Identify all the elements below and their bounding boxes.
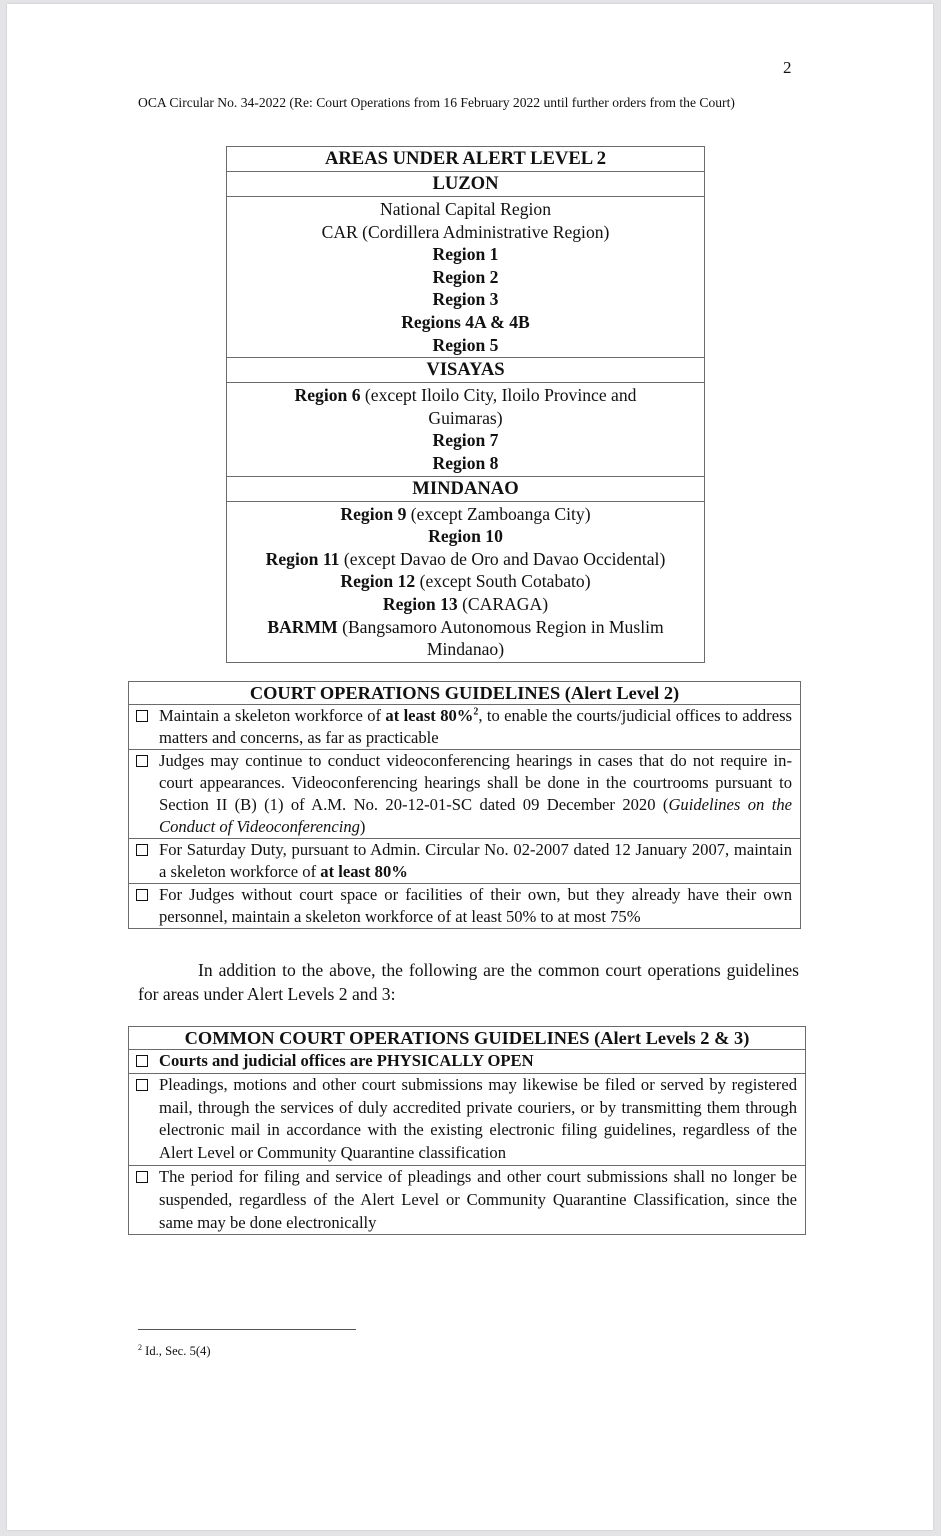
mindanao-heading: MINDANAO bbox=[227, 476, 705, 501]
luzon-heading: LUZON bbox=[227, 172, 705, 197]
checkbox-icon bbox=[136, 1055, 148, 1067]
guideline-row: Courts and judicial offices are PHYSICALLY OPEN bbox=[129, 1050, 806, 1074]
region-line: CAR (Cordillera Administrative Region) bbox=[321, 221, 610, 242]
region-line: Region 8 bbox=[432, 452, 499, 473]
region-line: Region 3 bbox=[432, 289, 499, 310]
guideline-row: Maintain a skeleton workforce of at least 80%$^2$, to enable the courts/judicial offices to address matters and concerns, as far as practicable bbox=[129, 705, 801, 750]
footnote-separator bbox=[138, 1329, 356, 1330]
region-line: Region 10 bbox=[428, 526, 503, 547]
guideline-row: For Judges without court space or facilities of their own, but they already have their own personnel, maintain a skeleton workforce of at least 50% to at most 75% bbox=[129, 884, 801, 929]
guideline-row: The period for filing and service of pleadings and other court submissions shall no longer be suspended, regardless of the Alert Level or Community Quarantine Classification, since the same may be done electronically bbox=[129, 1165, 806, 1234]
mindanao-regions bbox=[227, 501, 705, 662]
circular-header: OCA Circular No. 34-2022 (Re: Court Operations from 16 February 2022 until further orders from the Court) bbox=[138, 95, 735, 110]
region-line: Region 9 (except Zamboanga City) bbox=[340, 503, 591, 524]
table-title: AREAS UNDER ALERT LEVEL 2 bbox=[227, 147, 705, 172]
checkbox-icon bbox=[136, 755, 148, 767]
body-paragraph: In addition to the above, the following are the common court operations guidelines for areas under Alert Levels 2 and 3: bbox=[138, 960, 799, 1004]
region-line: Region 11 (except Davao de Oro and Davao Occidental) bbox=[265, 548, 666, 569]
guideline-row: Judges may continue to conduct videoconferencing hearings in cases that do not require in-court appearances. Videoconferencing hearings shall be done in the courtrooms pursuant to Section II (B) (1) of A.M. No. 20-12-01-SC dated 09 December 2020 (Guidelines on the Conduct of Videoconferencing) bbox=[129, 750, 801, 839]
region-line: Region 12 (except South Cotabato) bbox=[340, 571, 591, 592]
region-line: Region 1 bbox=[432, 244, 499, 265]
guideline-row: For Saturday Duty, pursuant to Admin. Circular No. 02-2007 dated 12 January 2007, maintain a skeleton workforce of at least 80% bbox=[129, 839, 801, 884]
region-line: Region 6 (except Iloilo City, Iloilo Province and Guimaras) bbox=[294, 385, 637, 428]
common-guidelines-table bbox=[128, 1026, 806, 1235]
region-line: BARMM (Bangsamoro Autonomous Region in Muslim Mindanao) bbox=[267, 616, 664, 660]
region-line: Region 13 (CARAGA) bbox=[382, 593, 549, 614]
court-operations-guidelines-table bbox=[128, 681, 801, 929]
guideline-row: Pleadings, motions and other court submissions may likewise be filed or served by registered mail, through the services of duly accredited private couriers, or by transmitting them through electronic mail in accordance with the existing electronic filing guidelines, regardless of the Alert Level or Community Quarantine classification bbox=[129, 1073, 806, 1165]
region-line: National Capital Region bbox=[379, 199, 551, 219]
checkbox-icon bbox=[136, 844, 148, 856]
visayas-heading: VISAYAS bbox=[227, 358, 705, 383]
areas-alert-level-2-table bbox=[226, 146, 705, 663]
region-line: Region 5 bbox=[432, 334, 499, 355]
checkbox-icon bbox=[136, 1171, 148, 1183]
checkbox-icon bbox=[136, 710, 148, 722]
region-line: Region 2 bbox=[432, 266, 499, 287]
footnote: $^2$ Id., Sec. 5(4) bbox=[138, 1342, 211, 1358]
region-line: Region 7 bbox=[432, 430, 499, 451]
footnote-ref: 2 bbox=[473, 706, 479, 718]
table-title: COMMON COURT OPERATIONS GUIDELINES (Alert Levels 2 & 3) bbox=[129, 1027, 806, 1050]
luzon-regions bbox=[227, 197, 705, 358]
visayas-regions bbox=[227, 383, 705, 476]
region-line: Regions 4A & 4B bbox=[401, 311, 530, 332]
checkbox-icon bbox=[136, 889, 148, 901]
table-title: COURT OPERATIONS GUIDELINES (Alert Level 2) bbox=[129, 682, 801, 705]
checkbox-icon bbox=[136, 1079, 148, 1091]
page-number: 2 bbox=[783, 58, 792, 77]
